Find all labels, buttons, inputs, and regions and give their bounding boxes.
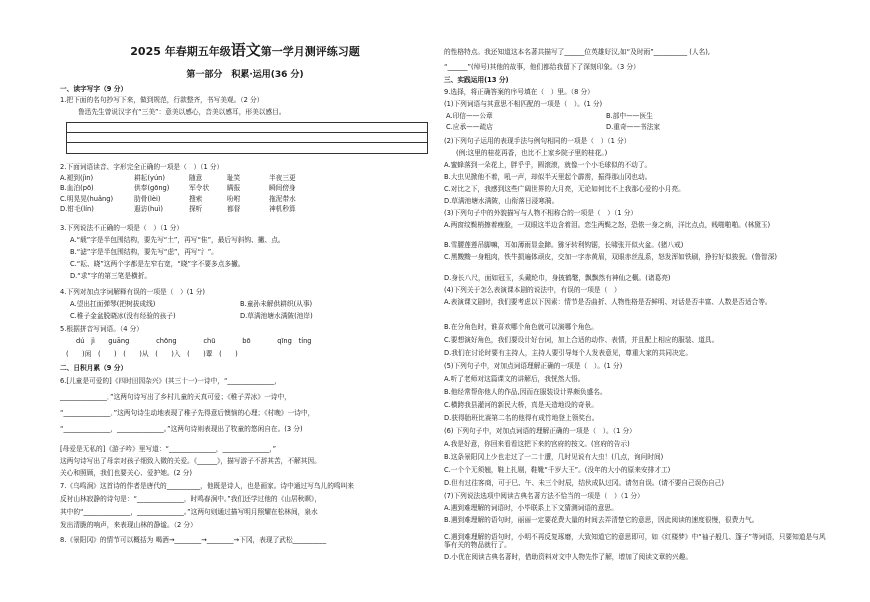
question-9-5-a: A.听了老师对这篇课文的讲解后，我恍然大悟。 (444, 375, 585, 383)
option-text: 耕耘(yún) (134, 174, 166, 182)
question-1-text: 鲁迅先生曾说汉字有“三美”：意美以感心，音美以感耳，形美以感目。 (78, 108, 286, 116)
question-9-3-a: A.两窗纹鬓梢擦着瘦脸，一双眼这半边含着泪。恋生两鬓之怒，恐侬一身之病，洋比点点，贱啪啪啪。(林黛玉) (444, 221, 771, 229)
option-text: 耻笑 (227, 174, 241, 182)
question-9-7-a: A.遇到难理解的词语时，小毕联系上下文猜测词语的意思。 (444, 504, 618, 512)
question-9-2-c: C.对比之下，我感到这些广阔世界的大月亮，无论如何比不上我那心爱的小月亮。 (444, 185, 685, 193)
question-9-2: (2)下列句子运用的表现手法与例句相同的一项是（ ）（1 分） (444, 137, 631, 145)
writing-grid (66, 122, 428, 154)
question-2: 2.下面词语读音、字形完全正确的一项是（ ）（1 分） (60, 163, 224, 171)
option-text: 都督 (227, 205, 241, 214)
title-subject: 语文 (230, 41, 261, 59)
question-8-line-2: 反衬山林寂静的诗句是：“______________，时鸣春涧中。”我们还学过他的《山居秋暝》， (60, 495, 322, 503)
question-9-1: (1)下列词语与其意思不相匹配的一项是（ ）。(1 分) (444, 100, 603, 108)
title-rest: 第一学月测评练习题 (260, 45, 360, 58)
option-text: D.重奇——书法家 (606, 123, 661, 132)
option-text: 吩咐 (227, 194, 241, 203)
question-8-line-4: 发出清脆的响声，来表现山林的静谧。（2 分） (60, 521, 197, 529)
question-9: 8.《景阳冈》的情节可以概括为 喝酒→________→________→下冈，表现了武松__________ (60, 536, 327, 544)
section-2-heading: 二、日积月累（9 分） (60, 364, 128, 372)
pinyin-row-1 (76, 337, 312, 345)
reading-line-1: 的性格特点。我还知道这本名著共描写了______位英雄好汉,如“及时雨”__________ (人名), (444, 48, 710, 56)
question-3-option-a: A.“载”字是半包围结构，要先写“土”，再写“隹”，最后写斜钩、撇、点。 (70, 236, 285, 244)
question-9-5-c: C.横跨我县灌河的新民大桥，真是天造地设的奇景。 (444, 401, 598, 409)
title-year: 2025 年春期五年级 (130, 45, 231, 58)
question-3-option-d: D.“求”字的第三笔是横折。 (70, 272, 152, 280)
exam-title (60, 41, 430, 59)
question-9-5-b: B.他经常帮你他人的作品,因而在服装设计界颇负盛名。 (444, 388, 607, 396)
option-text: C.明晃晃(huǎng) (60, 194, 114, 203)
question-4: 4.下列对加点字词解释有误的一项是（ ）(1 分) (60, 288, 206, 296)
option-text: 探听 (189, 205, 203, 214)
option-text: A.望出扛面弹琴(把树拔成线) (70, 300, 156, 308)
option-text: 拖泥带水 (269, 194, 296, 203)
question-1: 1.把下面的名句抄写下来，做到规范，行款整齐，书写美观。（2 分） (60, 96, 264, 104)
pinyin-text: guāng chōng chū bō qīng tíng (108, 337, 312, 345)
option-text: 瞬间傍身 (269, 184, 296, 193)
option-text: B.部中——医生 (606, 112, 653, 120)
option-text: D.钳毛(lín) (60, 205, 94, 214)
option-text: B.血泊(pō) (60, 184, 94, 193)
option-text: 瞒报 (227, 184, 241, 193)
option-text: 遐访(huì) (134, 205, 163, 214)
question-3-option-b: B.“滤”字是半包围结构，要先写“虑”，再写“氵”。 (70, 248, 218, 256)
question-6-line-2: ______________．”这两句诗写出了乡村儿童的天真可爱；《稚子弄冰》一诗中， (60, 393, 291, 401)
pinyin-text: dú jì (76, 337, 95, 345)
question-9-4: (4)下列关于怎么表演课本剧的说法中，有误的一项是（ ） (444, 286, 621, 294)
question-3-option-c: C.“耘、晓”这两个字都是左窄右宽，“晓”字不要多点多撇。 (70, 260, 245, 268)
question-9-4-c: C.要想演好角色，我们要设计好台词，加上合适的动作、表情，并且配上相应的服装、道具。 (444, 336, 719, 344)
question-9-2-b: B.大虫见掀他不着，吼一声，却似半天里起个霹雳，振得那山冈也动。 (444, 173, 652, 181)
question-7-line-1: [母爱是无私的]《游子吟》里写道：“______________，______________，” (60, 445, 277, 453)
question-2-options (60, 174, 430, 214)
question-8-line-1: 7.《乌鸣涧》这首诗的作者是唐代的__________，他既是诗人，也是画家。诗中通过写鸟儿的鸣叫来 (60, 482, 354, 490)
question-9-4-d: D.我们在讨论时要有主持人，主持人要引导每个人发表意见，尊重大家的共同决定。 (444, 349, 693, 357)
question-6-line-1: 6.[儿童是可爱的]《四时田园杂兴》(其三十一)一诗中，“______________， (60, 377, 281, 385)
section-3-heading: 三、实践运用(13 分) (444, 76, 509, 84)
question-9-6-c: C.一个个无须翘，鞋上扎剔，鞋靴“千岁大王”。(没年的大小的原来安排才工) (444, 466, 671, 474)
question-5: 5.根据拼音写词语。（4 分） (60, 325, 143, 333)
question-4-options (70, 300, 410, 321)
question-9-6-b: B.这条景阳冈上少也走过了一二十遭，几时见说有大虫！(几点，询问时间) (444, 453, 664, 461)
question-9-2-a: A.蜜蜂落到一朵花上，胖乎乎，圆滚滚，就像一个小毛球似的不动了。 (444, 161, 652, 169)
question-6-line-3: “______________．”这两句诗生动地表现了稚子先得意后懊恼的心理；《村晚》一诗中， (60, 409, 315, 417)
option-text: 半夜三更 (269, 174, 296, 182)
question-9-4-a: A.表演课文剧时，我们要考虑以下因素：情节是否曲折、人物性格是否鲜明、对话是否丰富、人数是否适合等。 (444, 298, 772, 306)
question-9-7-c: C.遇到难理解的语句时，小明不再反复琢磨，大致知道它的意思即可，如《红楼梦》中“袖子般几、篷子”等词语，只要知道是与风筝有关的物品就行了。 (444, 533, 826, 550)
question-9-3-d: D.身长八尺，面如冠玉，头戴纶巾，身披鹤氅，飘飘然有神仙之概。(诸葛亮) (444, 274, 671, 282)
question-8-line-3: 其中的“______________，______________。”这两句则通过描写明月照耀在松林间，泉水 (60, 508, 318, 516)
question-7-line-3: 关心和照顾，我们也要关心、爱护她。(2 分) (60, 469, 192, 477)
question-9-5-d: D.获得胎班比赛第二名的他得有成竹地登上领奖台。 (444, 414, 599, 422)
question-9-7-d: D.小优在阅读古典名著时，借助资料对文中人物先作了解，增加了阅读文章的兴趣。 (444, 553, 693, 561)
question-7-line-2: 这两句诗写出了母亲对孩子细致入微的关爱。《______》，描写游子不辞其苦，不解其因。 (60, 457, 321, 465)
part-one-heading: 第一部分 积累·运用(36 分) (186, 70, 304, 80)
option-text: 随意 (189, 174, 203, 182)
question-9-2-example: (例:这里的桂花再香，也比不上家乡院子里的桂花。) (456, 149, 608, 157)
question-9-3-b: B.雪腰莲莲吊脚嘛，耳如薄雨显金蹄。猕牙转利钩锯，长啸张开似火盆。(猪八戒) (444, 241, 684, 249)
question-9-2-d: D.草满池塘水满陂，山衔落日浸寒漪。 (444, 197, 559, 205)
option-text: 搜索 (189, 194, 203, 203)
pinyin-blanks: ( )闲 ( ) ( )从 ( )入 ( )蕈 ( ) (66, 350, 238, 358)
reading-line-2: “______”(绰号)其他的故事，他们都给我留下了深刻印象。（3 分） (444, 63, 640, 71)
question-3: 3.下列说法不正确的一项是（ ）（1 分） (60, 224, 184, 232)
question-9-5: (5)下列句子中，对加点词语理解正确的一项是（ ）。(1 分) (444, 362, 623, 370)
question-9-6: (6) 下列句子中，对加点词语的理解正确的一项是（ ）。（1 分） (444, 427, 636, 435)
option-text: 肋骨(lèi) (134, 194, 161, 203)
question-9-7: (7)下列说法选项中阅读古典名著方法不恰当的一项是（ ）（1 分） (444, 492, 644, 500)
option-text: C.应承——疏店 (446, 123, 493, 132)
option-text: C.稚子金盆脱晓冰(没有经验的孩子) (70, 312, 176, 321)
option-text: A.印信——公章 (446, 112, 493, 120)
question-9-6-a: A.我是好意，你回来看看这把下来的宫府的按文。(宫府的告示) (444, 440, 630, 448)
question-9-6-d: D.但有过往客商，可于巳、午、未三个时辰，结伙成队过冈。请勿自误。(请不要自己误伤自己) (444, 479, 724, 487)
question-6-line-4: “______________，______________。”这两句诗则表现出了牧童的悠闲自在。(3 分) (60, 425, 303, 433)
question-9-4-b: B.在分角色时，谁喜欢哪个角色就可以演哪个角色。 (444, 323, 598, 331)
section-1-heading: 一、读字写字（9 分） (60, 85, 128, 93)
question-9-3: (3)下列句子中的外貌描写与人物不相称合的一项是（ ）（1 分） (444, 209, 638, 217)
question-9-1-options (446, 112, 766, 132)
option-text: 供奉(gōng) (134, 184, 170, 193)
option-text: B.童孙未解供耕织(从事) (240, 300, 313, 308)
option-text: D.草满池塘水满陂(池岸) (240, 312, 313, 321)
option-text: A.褪到(jìn) (60, 174, 94, 182)
question-9-3-c: C.黑黢黢一身粗肉，铁牛损遍体顽皮，交加一字赤黄眉，双眼赤丝乱系，怒发浑如铁刷，狰狞好似狻猊。(鲁智深) (444, 253, 778, 261)
option-text: 军令状 (189, 184, 210, 193)
question-9-7-b: B.遇到难理解的语句时，丽丽一定要花费大量的时间去弄清楚它的意思，因此阅读的速度很慢，很费力气。 (444, 516, 759, 524)
option-text: 神机秒算 (269, 205, 296, 214)
question-9-heading: 9.选择，将正确答案的序号填在（ ）里。（8 分） (444, 88, 594, 96)
